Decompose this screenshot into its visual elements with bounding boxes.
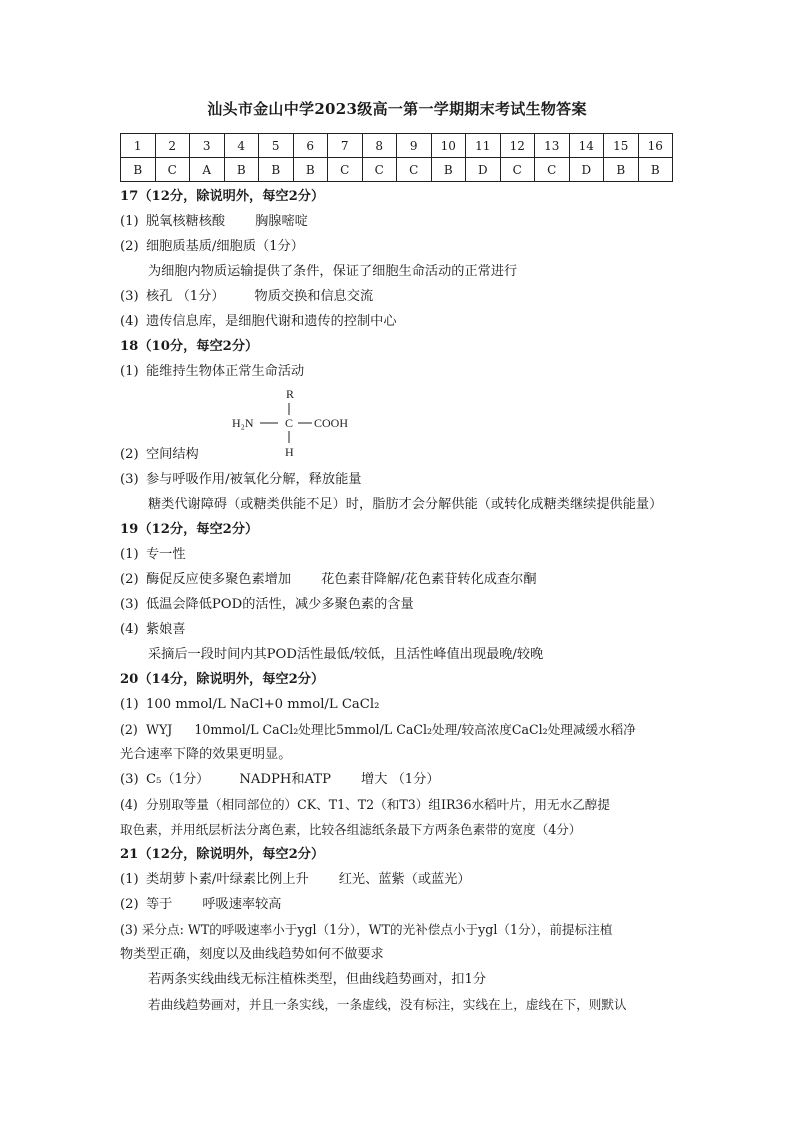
item-number: (2) [120,897,139,912]
answer-table-number-row [121,134,673,158]
answer-text: 酶促反应使多聚色素增加 [146,572,292,587]
item-number: (4) [120,314,139,329]
answer-text: 紫娘喜 [146,622,186,637]
section-header-q21: 21（12分，除说明外，每空2分） [120,847,325,862]
answer-text: 花色素苷降解/花色素苷转化成查尔酮 [321,572,537,587]
answer-cell: B [224,158,259,182]
answer-line [120,695,379,715]
answer-line: (3) 采分点: WT的呼吸速率小于ygl（1分），WT的光补偿点小于ygl（1分），前提标注植 [120,922,613,937]
answer-cell: B [638,158,673,182]
answer-text: 脱氧核糖核酸 [146,214,226,229]
question-number-cell: 15 [604,134,639,158]
answer-continuation: 取色素，并用纸层析法分离色素，比较各组滤纸条最下方两条色素带的宽度（4分） [120,822,582,837]
grading-note: 若两条实线曲线无标注植株类型，但曲线趋势画对，扣1分 [148,972,487,987]
question-number-cell: 11 [466,134,501,158]
question-number-cell: 14 [569,134,604,158]
question-number-cell: 7 [328,134,363,158]
section-header-q18: 18（10分，每空2分） [120,339,259,354]
answer-cell: B [431,158,466,182]
answer-cell: B [121,158,156,182]
item-number: (1) [120,364,139,379]
item-number: (3) [120,597,139,612]
item-number: (4) [120,797,138,812]
item-number: (2) [120,722,138,737]
question-number-cell: 1 [121,134,156,158]
answer-text: 等于 [146,897,173,912]
answer-line [120,870,471,890]
answer-cell: B [259,158,294,182]
answer-text: C₅（1分） [146,772,210,787]
answer-cell: C [155,158,190,182]
answer-text: 类胡萝卜素/叶绿素比例上升 [146,872,309,887]
answer-cell: C [397,158,432,182]
answer-text: 胸腺嘧啶 [255,214,308,229]
answer-cell: D [569,158,604,182]
answer-line [120,212,308,232]
answer-text: 遗传信息库，是细胞代谢和遗传的控制中心 [146,314,397,329]
answer-text: 能维持生物体正常生命活动 [146,364,305,379]
answer-text: 增大 （1分） [361,772,440,787]
structure-amino-group: H₂N [232,416,254,430]
item-number: (3) [120,289,139,304]
item-number: (3) [120,772,139,787]
answer-text: 细胞质基质/细胞质（1分） [146,239,304,254]
answer-text: 分别取等量（相同部位的）CK、T1、T2（和T3）组IR36水稻叶片，用无水乙醇提 [146,797,610,812]
answer-line [120,287,373,307]
answer-cell: C [535,158,570,182]
question-number-cell: 3 [190,134,225,158]
answer-line [120,595,414,615]
answer-text: 10mmol/L CaCl₂处理比5mmol/L CaCl₂处理/较高浓度CaCl₂处理减缓水稻净 [194,722,636,737]
item-number: (1) [120,872,139,887]
question-number-cell: 12 [500,134,535,158]
question-number-cell: 4 [224,134,259,158]
answer-cell: C [500,158,535,182]
answer-line [120,237,304,257]
answer-text: 参与呼吸作用/被氧化分解，释放能量 [146,472,362,487]
answer-line [120,770,440,790]
answer-text: 物质交换和信息交流 [254,289,374,304]
answer-line [120,445,199,465]
answer-continuation: 物类型正确，刻度以及曲线趋势如何不做要求 [120,947,384,962]
answer-line [120,545,186,565]
question-number-cell: 16 [638,134,673,158]
question-number-cell: 6 [293,134,328,158]
answer-line [120,570,537,590]
question-number-cell: 10 [431,134,466,158]
answer-continuation: 为细胞内物质运输提供了条件，保证了细胞生命活动的正常进行 [148,264,518,279]
answer-table [120,133,673,182]
structure-hydrogen: H [285,445,294,459]
answer-text: 100 mmol/L NaCl+0 mmol/L CaCl₂ [146,697,380,712]
answer-line [120,895,282,915]
item-number: (2) [120,239,139,254]
answer-text: WYJ [146,722,173,737]
item-number: (4) [120,622,139,637]
section-header-q17: 17（12分，除说明外，每空2分） [120,189,325,204]
question-number-cell: 8 [362,134,397,158]
question-number-cell: 13 [535,134,570,158]
answer-line [120,312,397,332]
structure-r-group: R [286,387,295,401]
answer-line [120,720,636,740]
question-number-cell: 2 [155,134,190,158]
structure-carboxyl-group: COOH [314,416,349,430]
answer-text: NADPH和ATP [239,772,332,787]
structure-carbon: C [285,416,294,430]
page-title: 汕头市金山中学2023级高一第一学期期末考试生物答案 [207,100,587,118]
answer-text: 呼吸速率较高 [202,897,282,912]
item-number: (2) [120,572,139,587]
item-number: (3) [120,472,139,487]
item-number: (1) [120,697,139,712]
section-header-q20: 20（14分，除说明外，每空2分） [120,672,325,687]
amino-acid-structure-diagram [228,386,352,462]
answer-text: 核孔 （1分） [146,289,225,304]
answer-text: 红光、蓝紫（或蓝光） [338,872,471,887]
answer-text: 低温会降低POD的活性，减少多聚色素的含量 [146,597,414,612]
answer-continuation: 光合速率下降的效果更明显。 [120,747,292,762]
answer-text: 空间结构 [146,447,199,462]
answer-cell: C [362,158,397,182]
section-header-q19: 19（12分，每空2分） [120,522,259,537]
item-number: (1) [120,547,139,562]
answer-cell: A [190,158,225,182]
answer-continuation: 采摘后一段时间内其POD活性最低/较低，且活性峰值出现最晚/较晚 [148,647,544,662]
answer-table-answer-row [121,158,673,182]
answer-cell: B [604,158,639,182]
answer-cell: B [293,158,328,182]
grading-note: 若曲线趋势画对，并且一条实线，一条虚线，没有标注，实线在上，虚线在下，则默认 [148,997,627,1012]
item-number: (1) [120,214,139,229]
item-number: (2) [120,447,139,462]
answer-line [120,362,304,382]
answer-cell: C [328,158,363,182]
answer-line [120,795,610,815]
question-number-cell: 9 [397,134,432,158]
answer-line [120,470,361,490]
question-number-cell: 5 [259,134,294,158]
answer-cell: D [466,158,501,182]
answer-text: 专一性 [146,547,186,562]
answer-continuation: 糖类代谢障碍（或糖类供能不足）时，脂肪才会分解供能（或转化成糖类继续提供能量） [148,497,663,512]
answer-line [120,620,186,640]
